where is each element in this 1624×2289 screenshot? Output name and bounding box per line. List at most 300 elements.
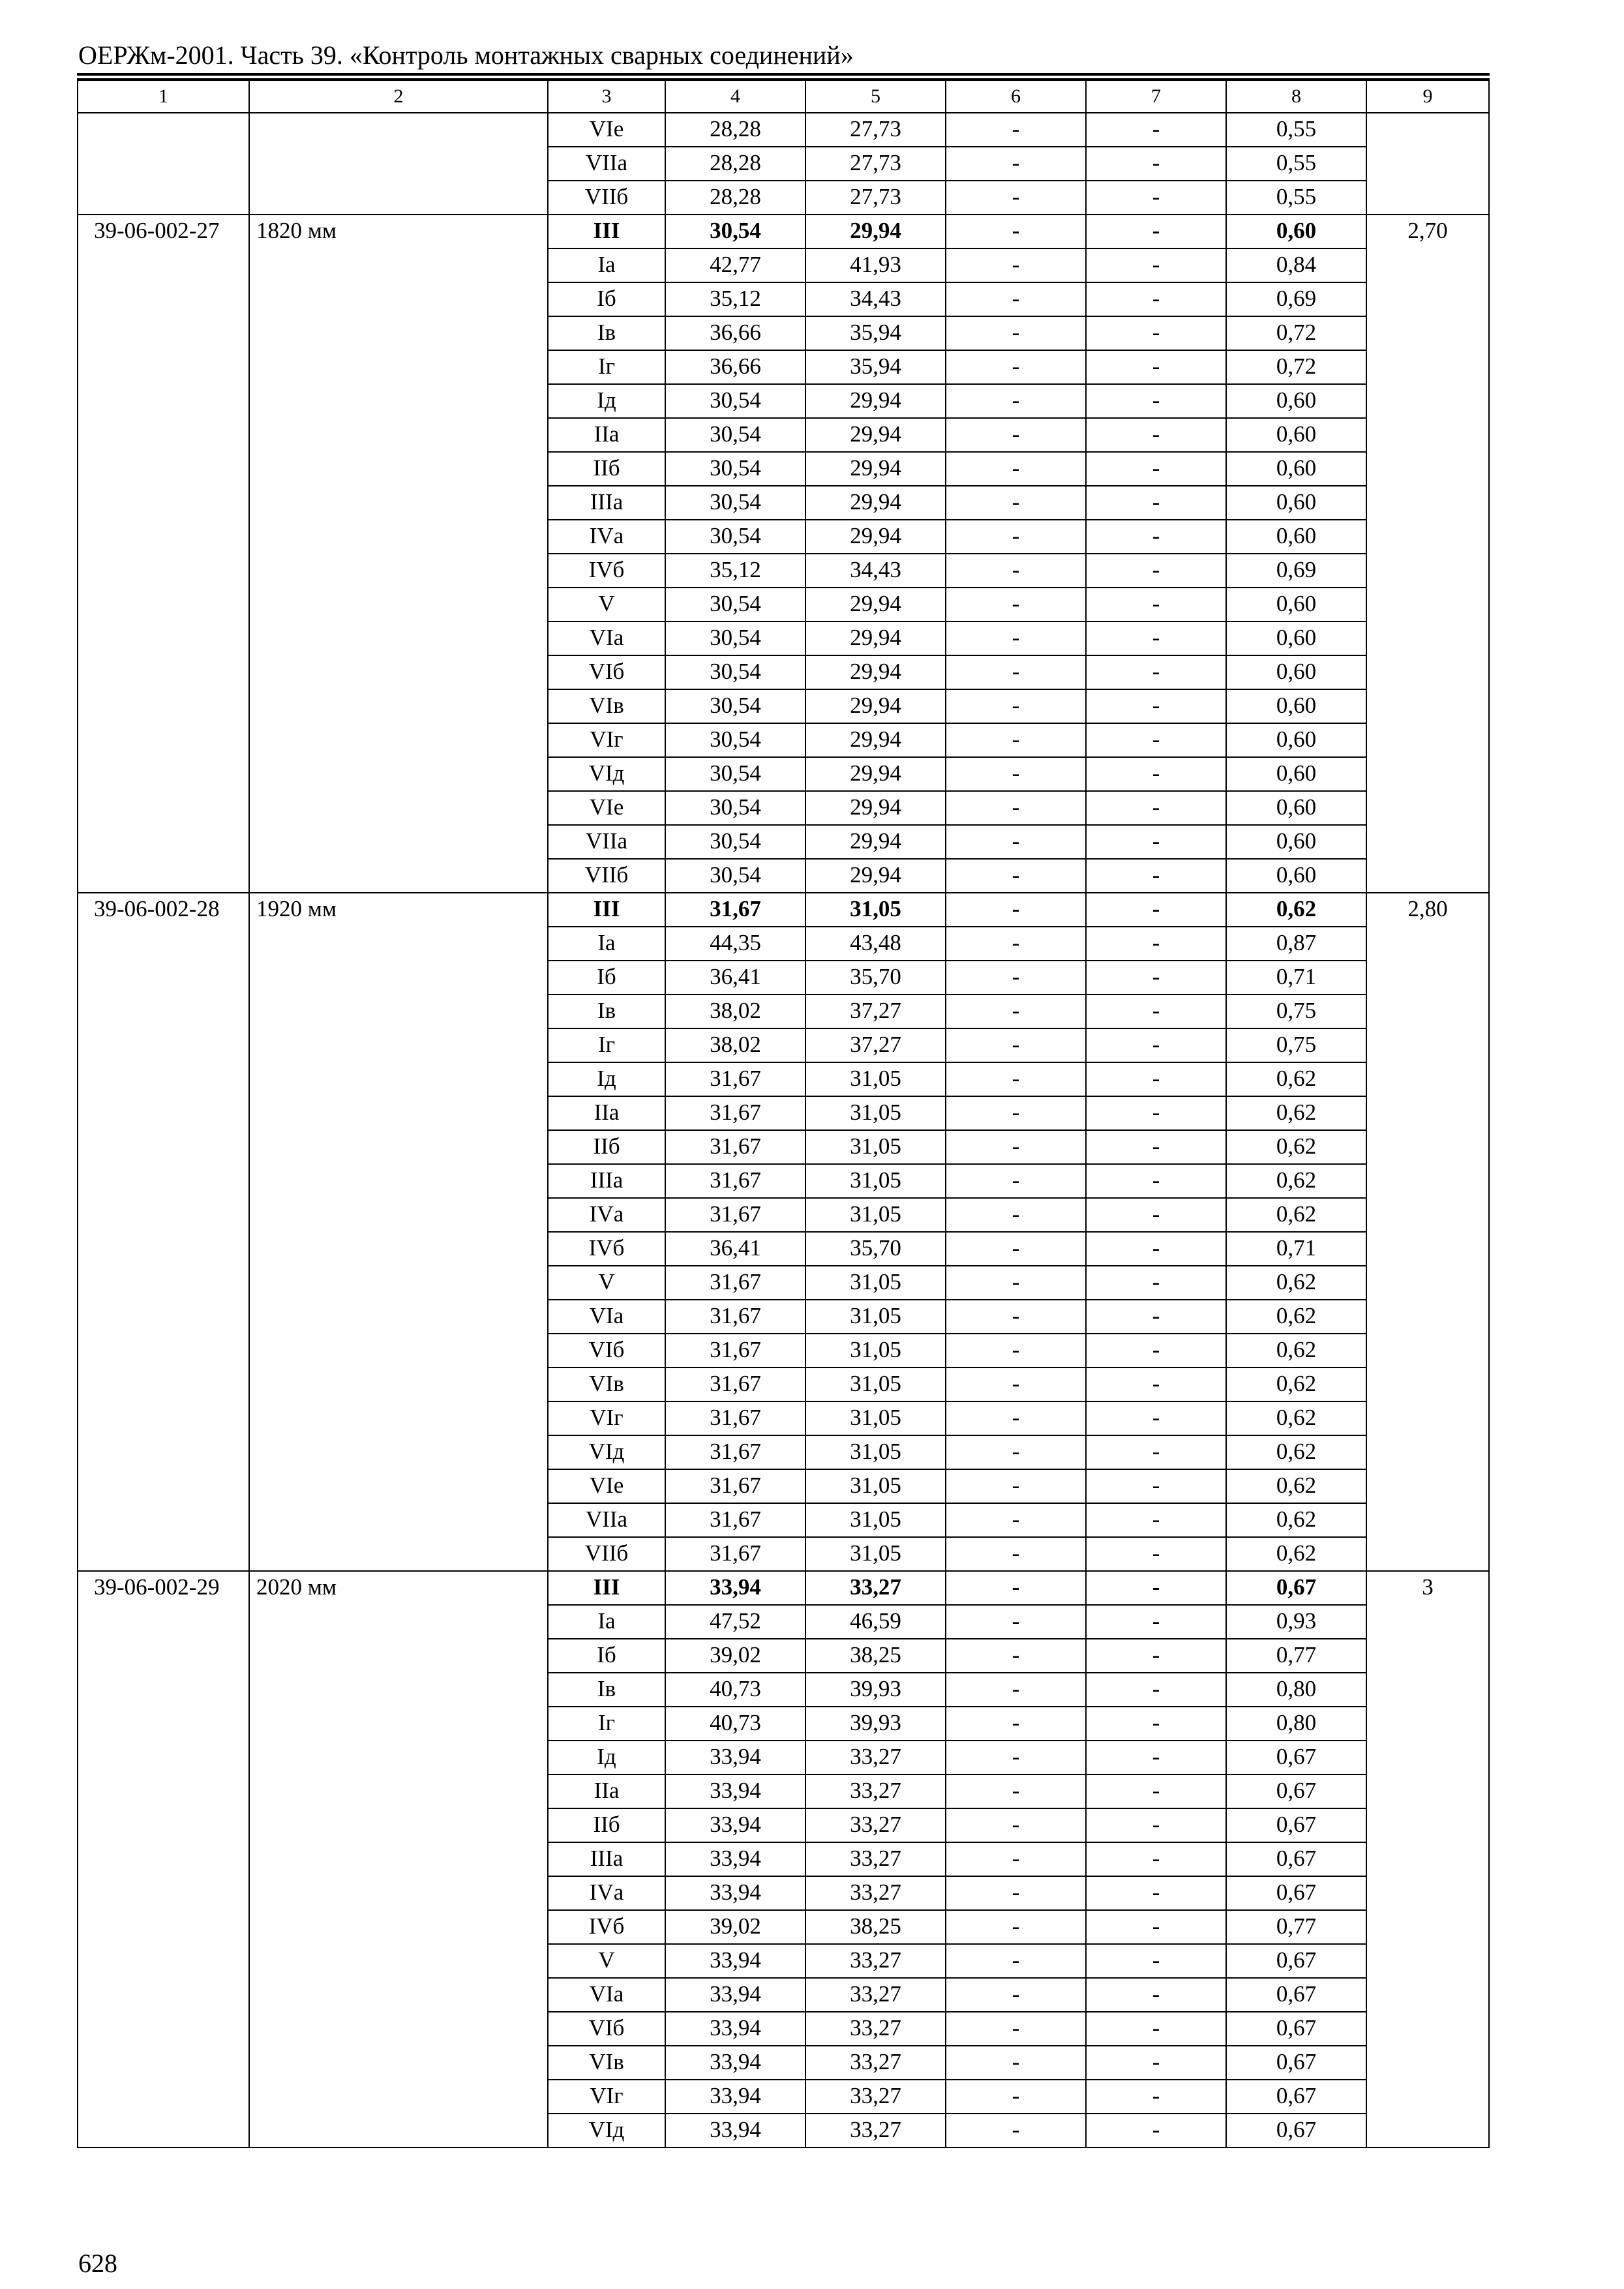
value-col8-cell: 0,62	[1226, 1266, 1366, 1300]
value-col7-cell: -	[1086, 248, 1226, 282]
value-col8-cell: 0,67	[1226, 1741, 1366, 1774]
value-col4-cell: 33,94	[665, 1774, 805, 1808]
category-cell: VIе	[548, 791, 665, 825]
value-col8-cell: 0,67	[1226, 2114, 1366, 2147]
value-col7-cell: -	[1086, 418, 1226, 452]
value-col5-cell: 31,05	[805, 1096, 946, 1130]
value-col6-cell: -	[946, 588, 1086, 621]
value-col5-cell: 31,05	[805, 1401, 946, 1435]
value-col6-cell: -	[946, 1808, 1086, 1842]
column-number: 4	[665, 80, 805, 113]
value-col7-cell: -	[1086, 1401, 1226, 1435]
value-col8-cell: 0,60	[1226, 520, 1366, 554]
value-col7-cell: -	[1086, 1842, 1226, 1876]
value-col6-cell: -	[946, 1334, 1086, 1368]
value-col4-cell: 30,54	[665, 689, 805, 723]
table-body	[78, 80, 1489, 2147]
value-col6-cell: -	[946, 1198, 1086, 1232]
value-col6-cell: -	[946, 1774, 1086, 1808]
value-col7-cell: -	[1086, 147, 1226, 181]
value-col6-cell: -	[946, 1130, 1086, 1164]
value-col4-cell: 30,54	[665, 418, 805, 452]
value-col8-cell: 0,60	[1226, 859, 1366, 893]
value-col5-cell: 29,94	[805, 588, 946, 621]
value-col8-cell: 0,60	[1226, 825, 1366, 859]
value-col8-cell: 0,62	[1226, 1435, 1366, 1469]
value-col6-cell: -	[946, 621, 1086, 655]
value-col5-cell: 35,94	[805, 316, 946, 350]
value-col4-cell: 33,94	[665, 1571, 805, 1605]
value-col7-cell: -	[1086, 1368, 1226, 1401]
value-col7-cell: -	[1086, 1130, 1226, 1164]
value-col6-cell: -	[946, 1639, 1086, 1673]
value-col4-cell: 30,54	[665, 621, 805, 655]
category-cell: VIе	[548, 113, 665, 147]
category-cell: IVа	[548, 1876, 665, 1910]
value-col4-cell: 44,35	[665, 927, 805, 961]
table-row	[78, 1571, 1489, 1605]
value-col7-cell: -	[1086, 452, 1226, 486]
value-col8-cell: 0,60	[1226, 655, 1366, 689]
value-col5-cell: 37,27	[805, 1028, 946, 1062]
value-col6-cell: -	[946, 1401, 1086, 1435]
value-col4-cell: 31,67	[665, 1096, 805, 1130]
total-cell	[1366, 113, 1489, 215]
category-cell: VIд	[548, 1435, 665, 1469]
value-col4-cell: 33,94	[665, 2012, 805, 2046]
value-col5-cell: 33,27	[805, 1774, 946, 1808]
value-col7-cell: -	[1086, 181, 1226, 215]
value-col8-cell: 0,67	[1226, 1842, 1366, 1876]
value-col4-cell: 30,54	[665, 520, 805, 554]
value-col8-cell: 0,67	[1226, 1774, 1366, 1808]
value-col4-cell: 33,94	[665, 2046, 805, 2080]
category-cell: Iд	[548, 384, 665, 418]
value-col4-cell: 28,28	[665, 113, 805, 147]
column-number-row	[78, 80, 1489, 113]
value-col7-cell: -	[1086, 1808, 1226, 1842]
value-col5-cell: 33,27	[805, 2046, 946, 2080]
value-col5-cell: 33,27	[805, 2012, 946, 2046]
category-cell: V	[548, 1944, 665, 1978]
value-col7-cell: -	[1086, 927, 1226, 961]
value-col4-cell: 36,41	[665, 961, 805, 995]
value-col4-cell: 42,77	[665, 248, 805, 282]
category-cell: IVб	[548, 1232, 665, 1266]
category-cell: VIа	[548, 621, 665, 655]
category-cell: VIIб	[548, 181, 665, 215]
value-col5-cell: 29,94	[805, 757, 946, 791]
category-cell: VIа	[548, 1300, 665, 1334]
value-col8-cell: 0,67	[1226, 2080, 1366, 2114]
category-cell: Iг	[548, 1028, 665, 1062]
value-col7-cell: -	[1086, 2114, 1226, 2147]
category-cell: VIб	[548, 1334, 665, 1368]
value-col4-cell: 33,94	[665, 1944, 805, 1978]
value-col4-cell: 28,28	[665, 181, 805, 215]
value-col6-cell: -	[946, 384, 1086, 418]
value-col8-cell: 0,60	[1226, 418, 1366, 452]
category-cell: V	[548, 588, 665, 621]
value-col6-cell: -	[946, 1571, 1086, 1605]
value-col7-cell: -	[1086, 2012, 1226, 2046]
value-col6-cell: -	[946, 2046, 1086, 2080]
value-col6-cell: -	[946, 1062, 1086, 1096]
value-col6-cell: -	[946, 825, 1086, 859]
value-col8-cell: 0,60	[1226, 621, 1366, 655]
value-col8-cell: 0,84	[1226, 248, 1366, 282]
value-col7-cell: -	[1086, 1876, 1226, 1910]
value-col5-cell: 31,05	[805, 1198, 946, 1232]
category-cell: VIв	[548, 1368, 665, 1401]
value-col7-cell: -	[1086, 588, 1226, 621]
diameter-cell: 1920 мм	[249, 893, 548, 1571]
value-col7-cell: -	[1086, 995, 1226, 1028]
value-col6-cell: -	[946, 893, 1086, 927]
value-col7-cell: -	[1086, 1978, 1226, 2012]
column-number: 8	[1226, 80, 1366, 113]
total-cell: 2,80	[1366, 893, 1489, 1571]
value-col5-cell: 31,05	[805, 1368, 946, 1401]
value-col6-cell: -	[946, 181, 1086, 215]
value-col5-cell: 33,27	[805, 2080, 946, 2114]
value-col4-cell: 33,94	[665, 2080, 805, 2114]
value-col4-cell: 31,67	[665, 1300, 805, 1334]
value-col8-cell: 0,67	[1226, 2046, 1366, 2080]
column-number: 6	[946, 80, 1086, 113]
value-col8-cell: 0,62	[1226, 1334, 1366, 1368]
value-col6-cell: -	[946, 1368, 1086, 1401]
value-col7-cell: -	[1086, 520, 1226, 554]
value-col4-cell: 33,94	[665, 1978, 805, 2012]
value-col8-cell: 0,62	[1226, 1503, 1366, 1537]
value-col7-cell: -	[1086, 1707, 1226, 1741]
value-col6-cell: -	[946, 113, 1086, 147]
category-cell: Iв	[548, 995, 665, 1028]
value-col5-cell: 41,93	[805, 248, 946, 282]
category-cell: Iд	[548, 1062, 665, 1096]
value-col7-cell: -	[1086, 757, 1226, 791]
total-cell: 3	[1366, 1571, 1489, 2147]
value-col6-cell: -	[946, 689, 1086, 723]
value-col4-cell: 40,73	[665, 1673, 805, 1707]
value-col6-cell: -	[946, 1028, 1086, 1062]
value-col8-cell: 0,62	[1226, 893, 1366, 927]
value-col7-cell: -	[1086, 554, 1226, 588]
value-col5-cell: 33,27	[805, 2114, 946, 2147]
value-col7-cell: -	[1086, 384, 1226, 418]
value-col5-cell: 33,27	[805, 1571, 946, 1605]
value-col8-cell: 0,60	[1226, 384, 1366, 418]
category-cell: Iб	[548, 961, 665, 995]
value-col4-cell: 31,67	[665, 1164, 805, 1198]
value-col5-cell: 29,94	[805, 655, 946, 689]
value-col5-cell: 35,70	[805, 1232, 946, 1266]
category-cell: IIа	[548, 418, 665, 452]
value-col5-cell: 29,94	[805, 418, 946, 452]
value-col6-cell: -	[946, 655, 1086, 689]
value-col7-cell: -	[1086, 1062, 1226, 1096]
value-col7-cell: -	[1086, 1232, 1226, 1266]
category-cell: Iб	[548, 1639, 665, 1673]
value-col5-cell: 38,25	[805, 1910, 946, 1944]
value-col7-cell: -	[1086, 689, 1226, 723]
value-col5-cell: 34,43	[805, 554, 946, 588]
value-col6-cell: -	[946, 961, 1086, 995]
category-cell: VIв	[548, 689, 665, 723]
value-col4-cell: 31,67	[665, 1266, 805, 1300]
value-col5-cell: 39,93	[805, 1707, 946, 1741]
value-col4-cell: 30,54	[665, 588, 805, 621]
value-col6-cell: -	[946, 486, 1086, 520]
value-col8-cell: 0,62	[1226, 1062, 1366, 1096]
value-col5-cell: 31,05	[805, 1435, 946, 1469]
value-col4-cell: 38,02	[665, 1028, 805, 1062]
value-col4-cell: 30,54	[665, 791, 805, 825]
value-col4-cell: 33,94	[665, 1808, 805, 1842]
value-col5-cell: 27,73	[805, 113, 946, 147]
value-col7-cell: -	[1086, 621, 1226, 655]
rate-code-cell	[78, 113, 249, 215]
value-col8-cell: 0,60	[1226, 452, 1366, 486]
value-col5-cell: 31,05	[805, 1130, 946, 1164]
total-cell: 2,70	[1366, 215, 1489, 893]
diameter-cell: 1820 мм	[249, 215, 548, 893]
value-col7-cell: -	[1086, 1300, 1226, 1334]
value-col8-cell: 0,60	[1226, 588, 1366, 621]
value-col5-cell: 35,94	[805, 350, 946, 384]
value-col8-cell: 0,55	[1226, 113, 1366, 147]
category-cell: IIа	[548, 1774, 665, 1808]
value-col6-cell: -	[946, 215, 1086, 248]
value-col4-cell: 30,54	[665, 655, 805, 689]
category-cell: Iд	[548, 1741, 665, 1774]
rate-code-cell: 39-06-002-27	[78, 215, 249, 893]
column-number: 2	[249, 80, 548, 113]
value-col6-cell: -	[946, 757, 1086, 791]
value-col6-cell: -	[946, 1537, 1086, 1571]
category-cell: VIд	[548, 2114, 665, 2147]
value-col8-cell: 0,67	[1226, 1571, 1366, 1605]
value-col7-cell: -	[1086, 791, 1226, 825]
value-col7-cell: -	[1086, 859, 1226, 893]
value-col8-cell: 0,62	[1226, 1300, 1366, 1334]
value-col5-cell: 33,27	[805, 1876, 946, 1910]
value-col5-cell: 31,05	[805, 1164, 946, 1198]
category-cell: Iа	[548, 927, 665, 961]
value-col5-cell: 31,05	[805, 1300, 946, 1334]
value-col4-cell: 30,54	[665, 825, 805, 859]
rate-code-cell: 39-06-002-28	[78, 893, 249, 1571]
category-cell: IVб	[548, 1910, 665, 1944]
category-cell: VIIа	[548, 1503, 665, 1537]
value-col5-cell: 31,05	[805, 1062, 946, 1096]
value-col6-cell: -	[946, 1910, 1086, 1944]
value-col7-cell: -	[1086, 825, 1226, 859]
value-col5-cell: 39,93	[805, 1673, 946, 1707]
diameter-cell	[249, 113, 548, 215]
category-cell: IIа	[548, 1096, 665, 1130]
value-col7-cell: -	[1086, 655, 1226, 689]
value-col4-cell: 33,94	[665, 1876, 805, 1910]
header-rule-thick	[77, 73, 1490, 76]
value-col5-cell: 46,59	[805, 1605, 946, 1639]
value-col6-cell: -	[946, 2114, 1086, 2147]
value-col6-cell: -	[946, 316, 1086, 350]
value-col4-cell: 33,94	[665, 1741, 805, 1774]
value-col4-cell: 39,02	[665, 1639, 805, 1673]
category-cell: VIIб	[548, 859, 665, 893]
column-number: 3	[548, 80, 665, 113]
category-cell: VIб	[548, 655, 665, 689]
value-col5-cell: 31,05	[805, 1537, 946, 1571]
category-cell: IIб	[548, 452, 665, 486]
value-col8-cell: 0,75	[1226, 1028, 1366, 1062]
value-col6-cell: -	[946, 1673, 1086, 1707]
category-cell: IIIа	[548, 486, 665, 520]
value-col6-cell: -	[946, 520, 1086, 554]
value-col7-cell: -	[1086, 1469, 1226, 1503]
category-cell: IIб	[548, 1808, 665, 1842]
value-col5-cell: 37,27	[805, 995, 946, 1028]
value-col8-cell: 0,62	[1226, 1537, 1366, 1571]
value-col8-cell: 0,69	[1226, 554, 1366, 588]
value-col8-cell: 0,55	[1226, 147, 1366, 181]
value-col6-cell: -	[946, 859, 1086, 893]
value-col7-cell: -	[1086, 1198, 1226, 1232]
column-number: 1	[78, 80, 249, 113]
category-cell: III	[548, 215, 665, 248]
value-col4-cell: 28,28	[665, 147, 805, 181]
value-col8-cell: 0,62	[1226, 1368, 1366, 1401]
value-col5-cell: 38,25	[805, 1639, 946, 1673]
category-cell: Iб	[548, 282, 665, 316]
value-col7-cell: -	[1086, 1537, 1226, 1571]
value-col5-cell: 31,05	[805, 1503, 946, 1537]
value-col7-cell: -	[1086, 1503, 1226, 1537]
value-col8-cell: 0,60	[1226, 757, 1366, 791]
value-col7-cell: -	[1086, 1639, 1226, 1673]
value-col7-cell: -	[1086, 1164, 1226, 1198]
table-row	[78, 113, 1489, 147]
value-col7-cell: -	[1086, 1741, 1226, 1774]
value-col5-cell: 29,94	[805, 791, 946, 825]
value-col4-cell: 31,67	[665, 1503, 805, 1537]
value-col4-cell: 31,67	[665, 1334, 805, 1368]
value-col5-cell: 33,27	[805, 1808, 946, 1842]
value-col5-cell: 29,94	[805, 689, 946, 723]
value-col8-cell: 0,67	[1226, 1978, 1366, 2012]
value-col6-cell: -	[946, 1435, 1086, 1469]
value-col7-cell: -	[1086, 215, 1226, 248]
value-col8-cell: 0,67	[1226, 1944, 1366, 1978]
value-col6-cell: -	[946, 1266, 1086, 1300]
category-cell: VIIа	[548, 147, 665, 181]
diameter-cell: 2020 мм	[249, 1571, 548, 2147]
value-col8-cell: 0,62	[1226, 1469, 1366, 1503]
value-col5-cell: 27,73	[805, 181, 946, 215]
value-col7-cell: -	[1086, 350, 1226, 384]
value-col5-cell: 33,27	[805, 1842, 946, 1876]
value-col5-cell: 33,27	[805, 1741, 946, 1774]
category-cell: Iв	[548, 316, 665, 350]
category-cell: VIг	[548, 1401, 665, 1435]
value-col8-cell: 0,62	[1226, 1096, 1366, 1130]
value-col6-cell: -	[946, 1232, 1086, 1266]
value-col6-cell: -	[946, 1944, 1086, 1978]
value-col5-cell: 29,94	[805, 384, 946, 418]
value-col8-cell: 0,62	[1226, 1198, 1366, 1232]
value-col5-cell: 33,27	[805, 1944, 946, 1978]
column-number: 9	[1366, 80, 1489, 113]
value-col6-cell: -	[946, 1096, 1086, 1130]
category-cell: IVа	[548, 520, 665, 554]
value-col6-cell: -	[946, 791, 1086, 825]
category-cell: V	[548, 1266, 665, 1300]
value-col8-cell: 0,60	[1226, 723, 1366, 757]
value-col6-cell: -	[946, 1741, 1086, 1774]
rates-table	[77, 80, 1490, 2148]
rate-code-cell: 39-06-002-29	[78, 1571, 249, 2147]
value-col4-cell: 40,73	[665, 1707, 805, 1741]
value-col7-cell: -	[1086, 723, 1226, 757]
value-col5-cell: 29,94	[805, 452, 946, 486]
value-col8-cell: 0,60	[1226, 486, 1366, 520]
category-cell: Iа	[548, 1605, 665, 1639]
category-cell: VIд	[548, 757, 665, 791]
value-col6-cell: -	[946, 1707, 1086, 1741]
category-cell: III	[548, 893, 665, 927]
value-col4-cell: 30,54	[665, 723, 805, 757]
value-col4-cell: 31,67	[665, 1198, 805, 1232]
value-col4-cell: 30,54	[665, 452, 805, 486]
value-col7-cell: -	[1086, 1096, 1226, 1130]
value-col8-cell: 0,72	[1226, 316, 1366, 350]
value-col8-cell: 0,62	[1226, 1401, 1366, 1435]
value-col5-cell: 34,43	[805, 282, 946, 316]
value-col6-cell: -	[946, 554, 1086, 588]
category-cell: IIIа	[548, 1164, 665, 1198]
value-col4-cell: 33,94	[665, 1842, 805, 1876]
category-cell: VIа	[548, 1978, 665, 2012]
value-col4-cell: 31,67	[665, 1537, 805, 1571]
value-col7-cell: -	[1086, 1910, 1226, 1944]
value-col5-cell: 31,05	[805, 1334, 946, 1368]
category-cell: III	[548, 1571, 665, 1605]
value-col7-cell: -	[1086, 1673, 1226, 1707]
value-col6-cell: -	[946, 452, 1086, 486]
value-col4-cell: 38,02	[665, 995, 805, 1028]
value-col4-cell: 31,67	[665, 1368, 805, 1401]
value-col5-cell: 27,73	[805, 147, 946, 181]
value-col6-cell: -	[946, 1503, 1086, 1537]
value-col7-cell: -	[1086, 2080, 1226, 2114]
value-col8-cell: 0,62	[1226, 1164, 1366, 1198]
value-col4-cell: 36,66	[665, 350, 805, 384]
value-col4-cell: 30,54	[665, 859, 805, 893]
value-col4-cell: 30,54	[665, 757, 805, 791]
category-cell: IVб	[548, 554, 665, 588]
value-col7-cell: -	[1086, 1266, 1226, 1300]
value-col4-cell: 30,54	[665, 215, 805, 248]
value-col7-cell: -	[1086, 113, 1226, 147]
value-col8-cell: 0,72	[1226, 350, 1366, 384]
value-col8-cell: 0,67	[1226, 1876, 1366, 1910]
value-col4-cell: 35,12	[665, 282, 805, 316]
value-col6-cell: -	[946, 1876, 1086, 1910]
value-col8-cell: 0,55	[1226, 181, 1366, 215]
value-col6-cell: -	[946, 1978, 1086, 2012]
